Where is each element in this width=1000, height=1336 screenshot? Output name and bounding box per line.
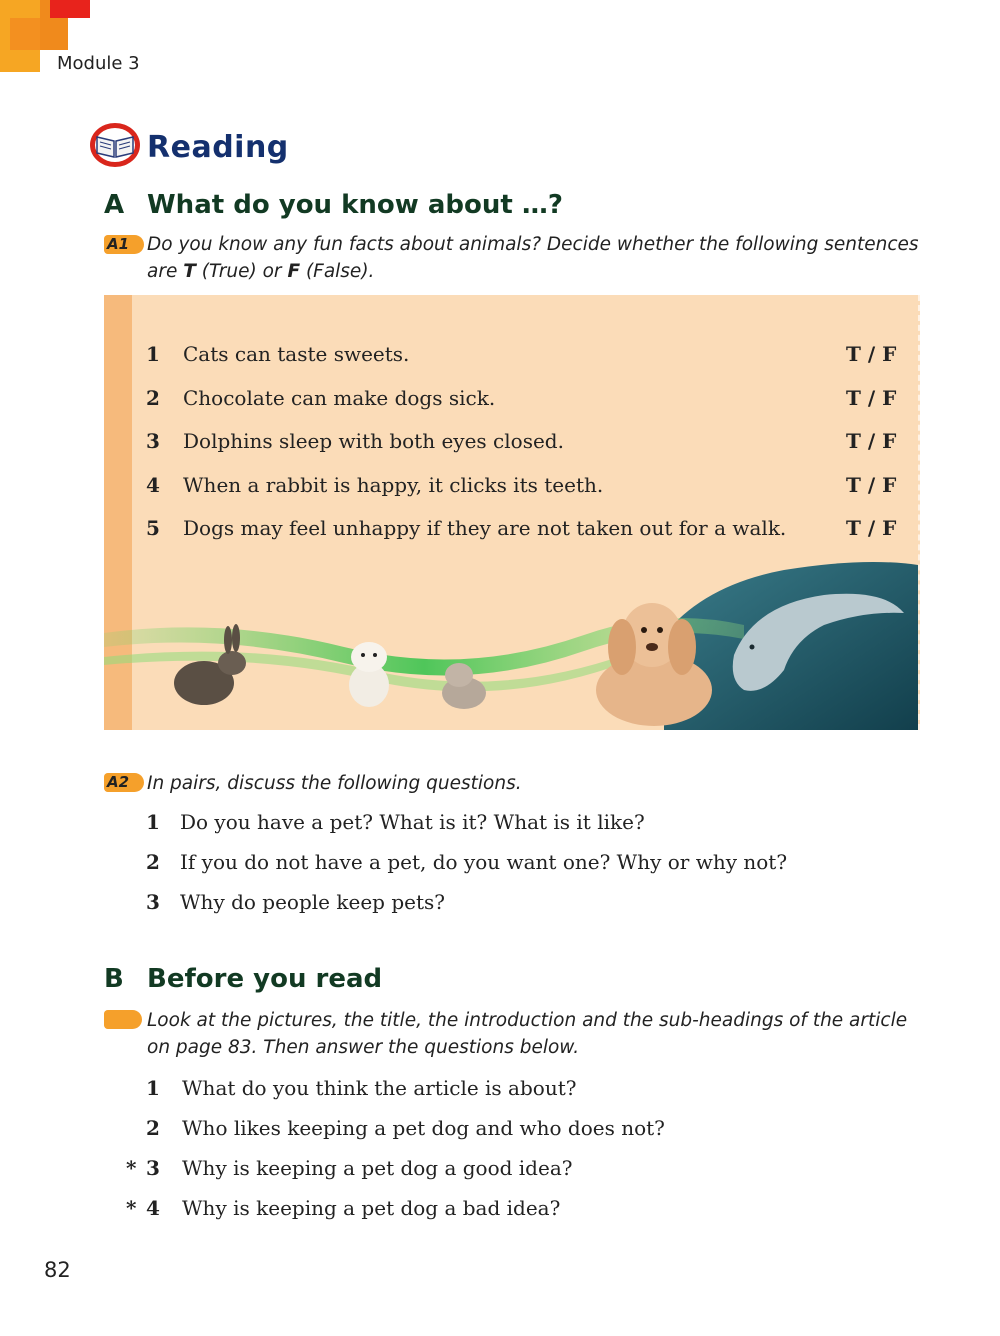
- true-false-choice[interactable]: T / F: [846, 386, 897, 410]
- section-a-letter: A: [104, 190, 125, 220]
- page-number: 82: [44, 1258, 71, 1282]
- true-false-choice[interactable]: T / F: [846, 429, 897, 453]
- corner-decoration: [10, 18, 40, 50]
- a1-instruction: Do you know any fun facts about animals? Decide whether the following sentences are T (True) or F (False).: [147, 234, 919, 282]
- section-b-title: Before you read: [147, 964, 383, 994]
- section-title: Reading: [147, 130, 289, 165]
- a2-instruction: In pairs, discuss the following questions.: [147, 773, 522, 794]
- book-icon: [88, 121, 142, 169]
- a1-badge: A1: [104, 235, 144, 254]
- b-badge: [104, 1010, 142, 1029]
- section-a-title: What do you know about …?: [147, 190, 563, 220]
- corner-decoration: [50, 0, 90, 18]
- true-false-choice[interactable]: T / F: [846, 473, 897, 497]
- b-instruction: Look at the pictures, the title, the introduction and the sub-headings of the article on page 83. Then answer the questions below.: [147, 1010, 908, 1058]
- true-false-choice[interactable]: T / F: [846, 516, 897, 540]
- section-b-letter: B: [104, 964, 124, 994]
- a2-badge: A2: [104, 773, 144, 792]
- module-label: Module 3: [57, 53, 140, 74]
- true-false-choice[interactable]: T / F: [846, 342, 897, 366]
